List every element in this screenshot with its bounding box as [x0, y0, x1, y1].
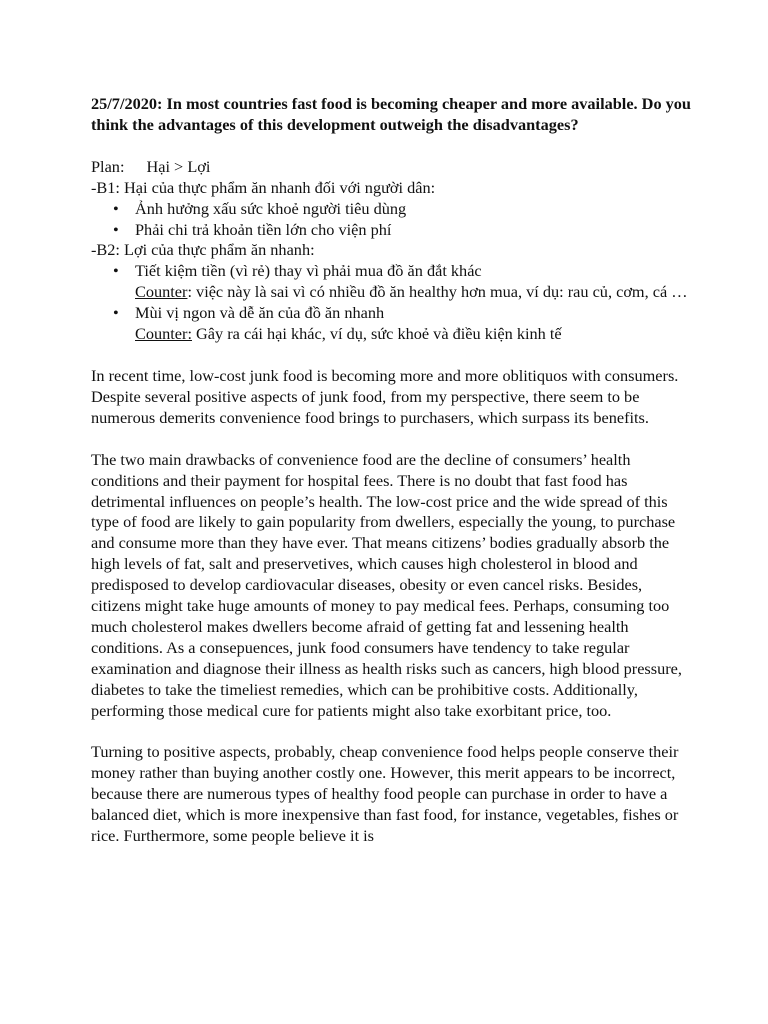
- b1-bullet-2: • Phải chi trả khoản tiền lớn cho viện phí: [91, 220, 691, 241]
- plan-label: Plan:: [91, 156, 125, 176]
- b1-list: [91, 199, 691, 241]
- b2-counter-2: [135, 324, 691, 345]
- spacer: [91, 136, 691, 157]
- plan-summary: Hại > Lợi: [146, 156, 211, 176]
- spacer: [91, 345, 691, 366]
- b2-bullet-2: [91, 303, 691, 345]
- b2-bullet-1-text: • Tiết kiệm tiền (vì rẻ) thay vì phải mua đồ ăn đắt khác: [135, 261, 482, 281]
- plan-line: [91, 157, 691, 178]
- document-body: [91, 94, 691, 847]
- paragraph-body-1: The two main drawbacks of convenience food are the decline of consumers’ health conditions and their payment for hospital fees. There is no doubt that fast food has detrimental influences on people’s health. The low-cost price and the wide spread of this type of food are likely to gain popularity from dwellers, especially the young, to purchase and consume more than they have ever. That means citizens’ bodies gradually absorb the high levels of fat, salt and preservetives, which causes high cholesterol in blood and predisposed to develop cardiovacular diseases, obesity or even cancel risks. Besides, citizens might take huge amounts of money to pay medical fees. Perhaps, consuming too much cholesterol makes dwellers become afraid of getting fat and lessening health conditions. As a consepuences, junk food consumers have tendency to take regular examination and diagnose their illness as health risks such as cancers, high blood pressure, diabetes to take the timeliest remedies, which can be prohibitive costs. Additionally, performing those medical cure for patients might also take exorbitant price, too.: [91, 449, 682, 720]
- b1-heading: -B1: Hại của thực phẩm ăn nhanh đối với người dân:: [91, 177, 436, 197]
- paragraph-body-2: Turning to positive aspects, probably, cheap convenience food helps people conserve their money rather than buying another costly one. However, this merit appears to be incorrect, because there are numerous types of healthy food people can purchase in order to have a balanced diet, which is more inexpensive than fast food, for instance, vegetables, fishes or rice. Furthermore, some people believe it is: [91, 742, 679, 846]
- b2-bullet-1: [91, 261, 691, 303]
- essay-title: 25/7/2020: In most countries fast food is becoming cheaper and more available. Do you think the advantages of this development outweigh the disadvantages?: [91, 94, 691, 134]
- b2-heading: -B2: Lợi của thực phẩm ăn nhanh:: [91, 240, 315, 260]
- counter-text: : việc này là sai vì có nhiều đồ ăn healthy hơn mua, ví dụ: rau củ, cơm, cá …: [187, 282, 688, 302]
- counter-label: Counter: [135, 282, 188, 302]
- paragraph-introduction: In recent time, low-cost junk food is becoming more and more oblitiquos with consumers. Despite several positive aspects of junk food, from my perspective, there seem to be numerous demerits convenience food brings to purchasers, which surpass its benefits.: [91, 365, 679, 427]
- b2-list: [91, 261, 691, 345]
- spacer: [91, 721, 691, 742]
- counter-label: Counter:: [135, 324, 192, 344]
- b1-bullet-1: • Ảnh hưởng xấu sức khoẻ người tiêu dùng: [91, 199, 691, 220]
- spacer: [91, 429, 691, 450]
- b2-bullet-2-text: • Mùi vị ngon và dễ ăn của đồ ăn nhanh: [135, 303, 385, 323]
- b2-counter-1: [135, 282, 691, 303]
- counter-text: Gây ra cái hại khác, ví dụ, sức khoẻ và điều kiện kinh tế: [191, 324, 562, 344]
